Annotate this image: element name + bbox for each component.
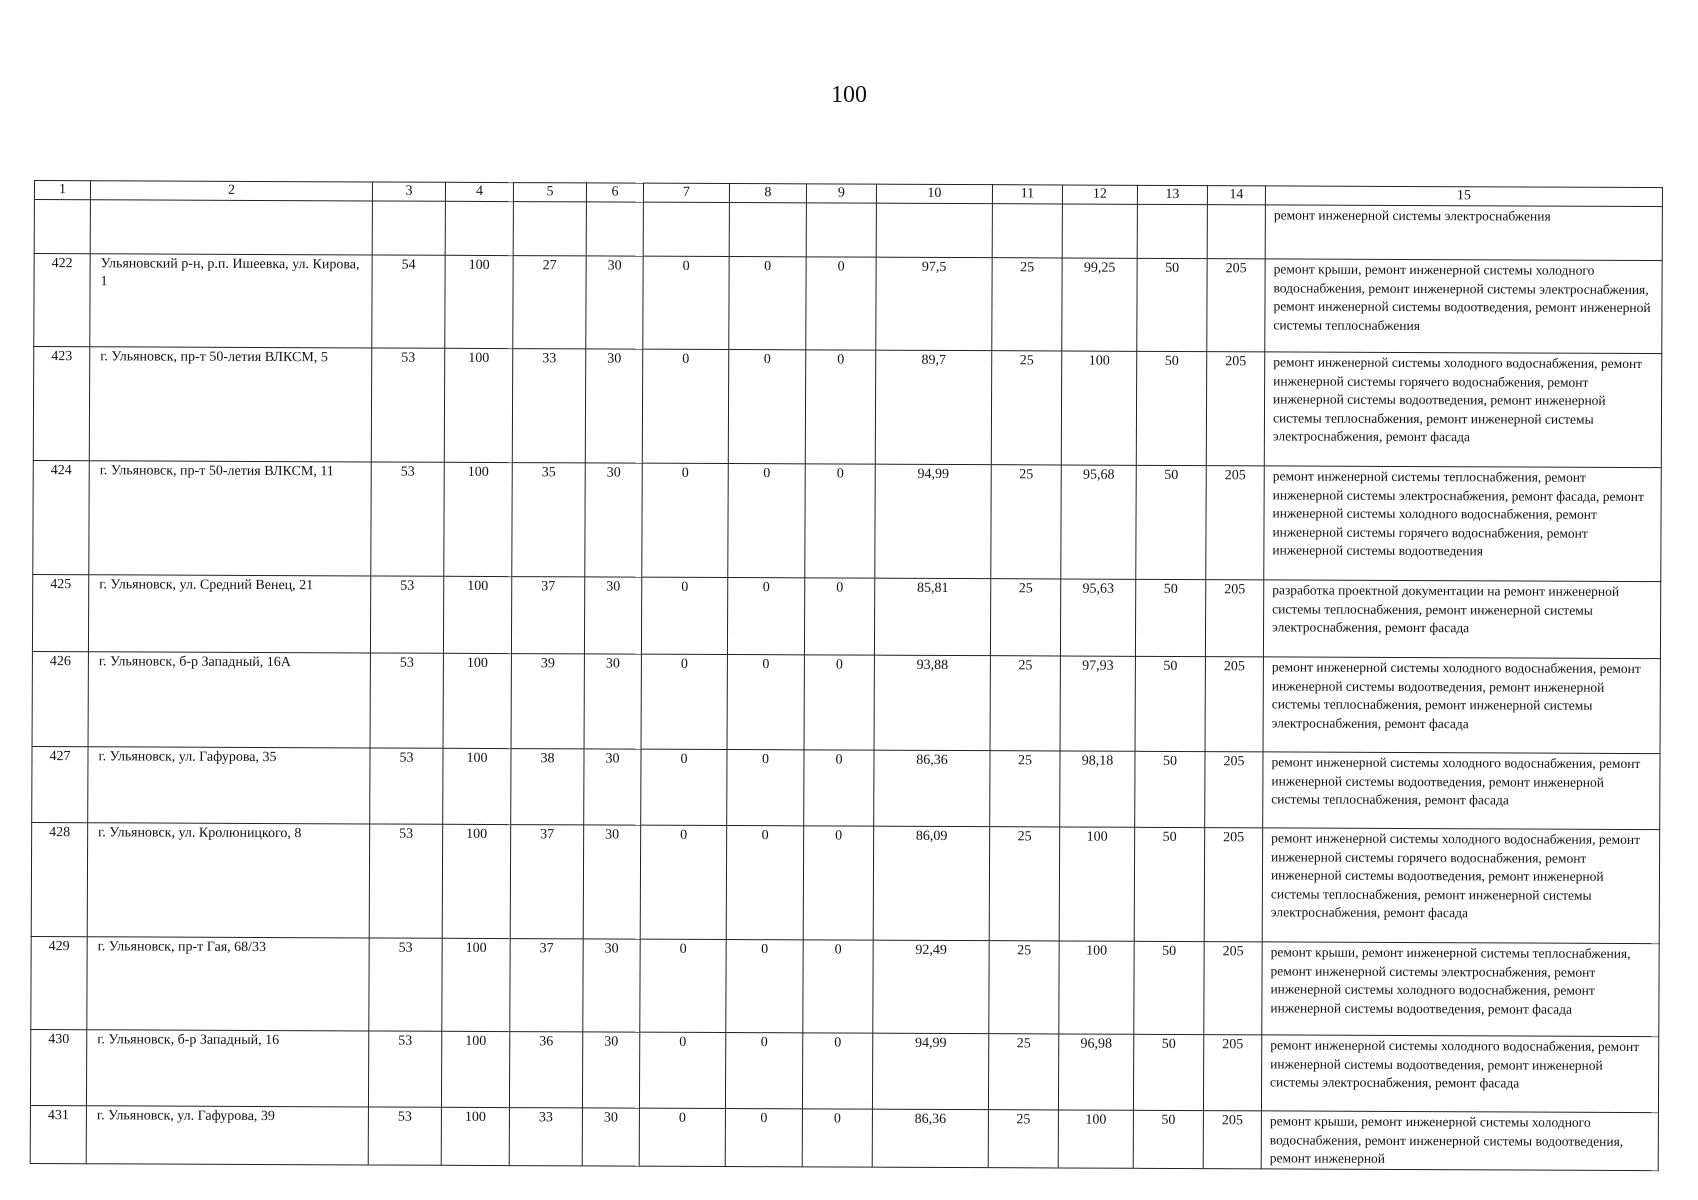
value-cell: 0 xyxy=(804,750,874,826)
value-cell: 38 xyxy=(511,749,584,825)
value-cell: 0 xyxy=(727,750,804,826)
row-number-cell: 422 xyxy=(34,254,90,347)
value-cell: 50 xyxy=(1134,941,1204,1034)
empty-cell xyxy=(513,202,586,256)
row-number-cell: 428 xyxy=(31,822,87,936)
value-cell: 25 xyxy=(991,351,1061,465)
value-cell: 33 xyxy=(509,1108,582,1166)
empty-cell xyxy=(992,204,1062,258)
value-cell: 53 xyxy=(370,576,443,653)
value-cell: 0 xyxy=(802,1033,872,1109)
value-cell: 86,09 xyxy=(873,826,989,941)
value-cell: 0 xyxy=(729,257,806,350)
table-row xyxy=(30,1029,1658,1112)
value-cell: 205 xyxy=(1204,828,1262,942)
value-cell: 30 xyxy=(584,749,641,825)
value-cell: 100 xyxy=(443,653,511,748)
value-cell: 205 xyxy=(1205,580,1263,657)
repair-program-table xyxy=(30,180,1663,1171)
value-cell: 0 xyxy=(725,1033,802,1109)
value-cell: 0 xyxy=(640,939,726,1032)
value-cell: 30 xyxy=(582,1108,639,1166)
value-cell: 0 xyxy=(725,1109,802,1167)
empty-cell xyxy=(445,201,513,255)
value-cell: 35 xyxy=(512,463,585,577)
row-number-cell: 430 xyxy=(30,1029,86,1105)
value-cell: 95,68 xyxy=(1061,465,1136,579)
value-cell: 205 xyxy=(1205,657,1263,752)
value-cell: 100 xyxy=(444,462,512,576)
page-number: 100 xyxy=(831,82,867,108)
row-number-cell: 424 xyxy=(33,460,89,574)
value-cell: 94,99 xyxy=(875,464,991,579)
value-cell: 205 xyxy=(1206,466,1264,580)
value-cell: 96,98 xyxy=(1058,1034,1133,1110)
value-cell: 100 xyxy=(442,938,510,1031)
table-row xyxy=(32,746,1660,829)
value-cell: 25 xyxy=(988,1110,1058,1168)
value-cell: 100 xyxy=(1059,827,1134,941)
value-cell: 53 xyxy=(369,938,442,1031)
value-cell: 86,36 xyxy=(874,750,990,827)
table-row xyxy=(33,347,1661,468)
value-cell: 205 xyxy=(1204,942,1262,1035)
value-cell: 50 xyxy=(1137,258,1207,351)
table-row xyxy=(33,460,1661,581)
value-cell: 33 xyxy=(512,349,585,463)
value-cell: 30 xyxy=(583,939,640,1032)
value-cell: 53 xyxy=(371,348,444,462)
column-header: 2 xyxy=(90,181,372,201)
address-cell: г. Ульяновск, пр-т 50-летия ВЛКСМ, 11 xyxy=(89,461,371,576)
continuation-row xyxy=(34,200,1662,261)
table-row xyxy=(31,936,1659,1036)
column-header: 3 xyxy=(372,182,445,201)
value-cell: 100 xyxy=(1059,941,1134,1034)
value-cell: 0 xyxy=(726,940,803,1033)
value-cell: 30 xyxy=(586,256,643,349)
value-cell: 100 xyxy=(1058,1110,1133,1168)
value-cell: 50 xyxy=(1136,465,1206,579)
row-number-cell: 425 xyxy=(32,574,88,651)
value-cell: 25 xyxy=(990,656,1060,751)
empty-cell xyxy=(876,203,992,258)
column-header: 5 xyxy=(513,183,586,202)
empty-cell xyxy=(1137,204,1207,258)
value-cell: 50 xyxy=(1135,656,1205,751)
value-cell: 36 xyxy=(509,1032,582,1108)
row-number-cell: 423 xyxy=(33,347,89,461)
value-cell: 0 xyxy=(640,825,726,939)
value-cell: 53 xyxy=(370,748,443,824)
value-cell: 89,7 xyxy=(875,350,991,465)
empty-cell xyxy=(729,203,806,257)
works-cell: ремонт инженерной системы холодного водоснабжения, ремонт инженерной системы водоотведения, ремонт инженерной системы теплоснабжения, ремонт инженерной системы электроснабжения, ремонт фасада xyxy=(1263,657,1660,754)
value-cell: 25 xyxy=(990,579,1060,656)
value-cell: 100 xyxy=(443,748,511,824)
address-cell: г. Ульяновск, пр-т Гая, 68/33 xyxy=(87,937,369,1031)
value-cell: 53 xyxy=(370,653,443,748)
value-cell: 30 xyxy=(584,654,641,749)
value-cell: 100 xyxy=(444,348,512,462)
works-cell: ремонт инженерной системы холодного водоснабжения, ремонт инженерной системы горячего водоснабжения, ремонт инженерной системы водоотведения, ремонт инженерной системы теплоснабжения, ремонт инженерной системы электроснабжения, ремонт фасада xyxy=(1264,352,1661,468)
empty-cell xyxy=(372,201,445,255)
value-cell: 0 xyxy=(802,1109,872,1167)
table-row xyxy=(32,651,1660,753)
value-cell: 0 xyxy=(728,464,805,578)
address-cell: Ульяновский р-н, р.п. Ишеевка, ул. Кирова, 1 xyxy=(90,254,372,348)
value-cell: 205 xyxy=(1203,1111,1261,1169)
column-header: 9 xyxy=(806,184,876,203)
value-cell: 54 xyxy=(372,255,445,348)
table-row xyxy=(31,822,1659,943)
value-cell: 50 xyxy=(1135,751,1205,827)
value-cell: 205 xyxy=(1207,259,1265,352)
value-cell: 93,88 xyxy=(874,655,990,751)
row-number-cell: 426 xyxy=(32,651,88,746)
empty-cell xyxy=(1062,204,1137,258)
empty-cell xyxy=(643,202,729,256)
address-cell: г. Ульяновск, ул. Гафурова, 39 xyxy=(86,1106,368,1165)
value-cell: 92,49 xyxy=(873,940,989,1034)
value-cell: 98,18 xyxy=(1060,751,1135,827)
table-row xyxy=(34,254,1662,354)
row-number-cell: 427 xyxy=(32,746,88,822)
table-row xyxy=(32,574,1660,658)
column-header: 6 xyxy=(586,183,643,202)
value-cell: 0 xyxy=(726,826,803,940)
value-cell: 0 xyxy=(805,464,875,578)
empty-cell xyxy=(1207,205,1265,259)
works-cell: ремонт инженерной системы холодного водоснабжения, ремонт инженерной системы горячего водоснабжения, ремонт инженерной системы водоотведения, ремонт инженерной системы теплоснабжения, ремонт инженерной системы электроснабжения, ремонт фасада xyxy=(1262,828,1659,944)
value-cell: 85,81 xyxy=(874,578,990,656)
column-header: 1 xyxy=(34,181,90,200)
column-header: 11 xyxy=(992,185,1062,204)
column-header: 12 xyxy=(1062,185,1137,204)
value-cell: 30 xyxy=(582,1032,639,1108)
value-cell: 53 xyxy=(368,1031,441,1107)
value-cell: 0 xyxy=(805,350,875,464)
empty-cell xyxy=(34,200,90,254)
value-cell: 25 xyxy=(990,751,1060,827)
value-cell: 30 xyxy=(585,463,642,577)
table-row xyxy=(30,1105,1658,1170)
data-table-wrapper xyxy=(30,180,1662,1171)
value-cell: 205 xyxy=(1205,752,1263,828)
value-cell: 100 xyxy=(441,1107,509,1165)
value-cell: 0 xyxy=(804,578,874,655)
works-cell: разработка проектной документации на ремонт инженерной системы теплоснабжения, ремонт инженерной системы электроснабжения, ремонт фасада xyxy=(1263,580,1660,659)
column-header: 8 xyxy=(729,184,806,203)
value-cell: 25 xyxy=(989,941,1059,1034)
value-cell: 37 xyxy=(511,577,584,654)
value-cell: 53 xyxy=(368,1107,441,1165)
value-cell: 50 xyxy=(1134,827,1204,941)
row-number-cell: 429 xyxy=(31,936,87,1029)
value-cell: 0 xyxy=(643,256,729,349)
column-header: 15 xyxy=(1265,186,1662,207)
value-cell: 100 xyxy=(445,255,513,348)
value-cell: 0 xyxy=(728,350,805,464)
value-cell: 37 xyxy=(510,939,583,1032)
address-cell: г. Ульяновск, пр-т 50-летия ВЛКСМ, 5 xyxy=(89,347,371,462)
works-cell: ремонт инженерной системы холодного водоснабжения, ремонт инженерной системы водоотведения, ремонт инженерной системы теплоснабжения, ремонт фасада xyxy=(1263,752,1660,830)
address-cell: г. Ульяновск, ул. Кролюницкого, 8 xyxy=(87,823,369,938)
value-cell: 0 xyxy=(806,257,876,350)
value-cell: 100 xyxy=(441,1031,509,1107)
works-cell: ремонт инженерной системы холодного водоснабжения, ремонт инженерной системы водоотведения, ремонт инженерной системы электроснабжения, ремонт фасада xyxy=(1261,1035,1658,1113)
works-cell: ремонт инженерной системы электроснабжения xyxy=(1265,205,1662,261)
address-cell: г. Ульяновск, ул. Средний Венец, 21 xyxy=(88,575,370,653)
column-header: 7 xyxy=(643,183,729,202)
value-cell: 0 xyxy=(641,577,727,654)
works-cell: ремонт крыши, ремонт инженерной системы холодного водоснабжения, ремонт инженерной системы водоотведения, ремонт инженерной xyxy=(1261,1111,1658,1171)
works-cell: ремонт инженерной системы теплоснабжения, ремонт инженерной системы электроснабжения, ремонт фасада, ремонт инженерной системы холодного водоснабжения, ремонт инженерной системы горячего водоснабжения, ремонт инженерной системы водоотведения xyxy=(1264,466,1661,582)
column-header: 10 xyxy=(876,184,992,204)
value-cell: 53 xyxy=(369,824,442,938)
value-cell: 205 xyxy=(1203,1035,1261,1111)
value-cell: 0 xyxy=(639,1108,725,1166)
address-cell: г. Ульяновск, ул. Гафурова, 35 xyxy=(88,747,370,824)
value-cell: 39 xyxy=(511,654,584,749)
value-cell: 53 xyxy=(371,462,444,576)
value-cell: 25 xyxy=(989,827,1059,941)
value-cell: 50 xyxy=(1136,351,1206,465)
value-cell: 27 xyxy=(513,256,586,349)
value-cell: 0 xyxy=(804,655,874,750)
value-cell: 0 xyxy=(641,654,727,749)
works-cell: ремонт крыши, ремонт инженерной системы теплоснабжения, ремонт инженерной системы электроснабжения, ремонт инженерной системы холодного водоснабжения, ремонт инженерной системы водоотведения, ремонт фасада xyxy=(1262,942,1659,1037)
value-cell: 30 xyxy=(585,349,642,463)
value-cell: 0 xyxy=(642,349,728,463)
value-cell: 205 xyxy=(1206,352,1264,466)
value-cell: 95,63 xyxy=(1060,579,1135,656)
value-cell: 0 xyxy=(639,1032,725,1108)
value-cell: 97,5 xyxy=(876,257,992,351)
value-cell: 25 xyxy=(988,1034,1058,1110)
value-cell: 0 xyxy=(727,578,804,655)
value-cell: 30 xyxy=(584,577,641,654)
value-cell: 37 xyxy=(510,825,583,939)
value-cell: 97,93 xyxy=(1060,656,1135,751)
row-number-cell: 431 xyxy=(30,1105,86,1163)
value-cell: 30 xyxy=(583,825,640,939)
value-cell: 100 xyxy=(1061,351,1136,465)
value-cell: 100 xyxy=(443,576,511,653)
address-cell: г. Ульяновск, б-р Западный, 16 xyxy=(86,1030,368,1107)
value-cell: 50 xyxy=(1133,1110,1203,1168)
works-cell: ремонт крыши, ремонт инженерной системы холодного водоснабжения, ремонт инженерной системы электроснабжения, ремонт инженерной системы водоотведения, ремонт инженерной системы теплоснабжения xyxy=(1265,259,1662,354)
value-cell: 86,36 xyxy=(872,1109,988,1167)
value-cell: 0 xyxy=(803,826,873,940)
value-cell: 100 xyxy=(442,824,510,938)
value-cell: 25 xyxy=(992,258,1062,351)
value-cell: 0 xyxy=(641,749,727,825)
value-cell: 50 xyxy=(1135,579,1205,656)
value-cell: 94,99 xyxy=(872,1033,988,1110)
address-cell: г. Ульяновск, б-р Западный, 16А xyxy=(88,652,370,748)
value-cell: 99,25 xyxy=(1062,258,1137,351)
value-cell: 25 xyxy=(991,465,1061,579)
empty-cell xyxy=(806,203,876,257)
empty-cell xyxy=(586,202,643,256)
value-cell: 50 xyxy=(1133,1034,1203,1110)
value-cell: 0 xyxy=(642,463,728,577)
column-header: 4 xyxy=(445,182,513,201)
empty-cell xyxy=(90,200,372,255)
value-cell: 0 xyxy=(727,655,804,750)
column-header: 13 xyxy=(1137,185,1207,204)
column-header: 14 xyxy=(1207,186,1265,205)
value-cell: 0 xyxy=(803,940,873,1033)
